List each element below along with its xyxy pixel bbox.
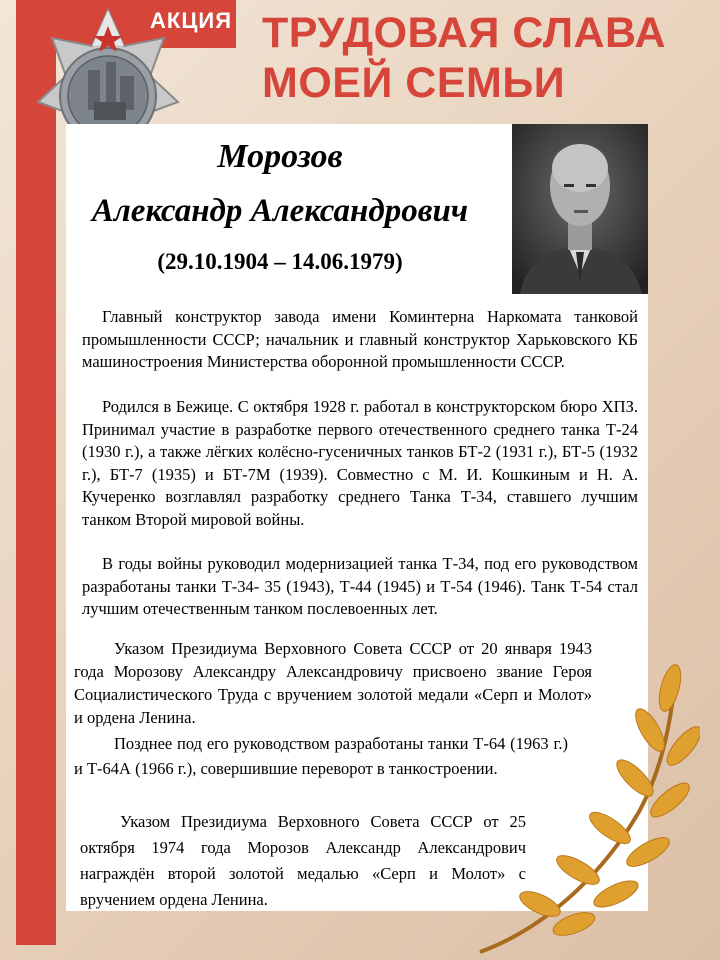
paragraph-3: В годы войны руководил модернизацией танка Т-34, под его руководством разработаны танки Т-34- 35 (1943), Т-44 (1945) и Т-54 (1946). Танк Т-54 стал лучшим отечественным танком послевоенных лет. bbox=[82, 554, 638, 618]
person-given-names: Александр Александрович bbox=[91, 193, 469, 229]
paragraph-5: Позднее под его руководством разработаны танки Т-64 (1963 г.) и Т-64А (1966 г.), совершившие переворот в танкостроении. bbox=[74, 734, 568, 778]
paragraph-6: Указом Президиума Верховного Совета СССР от 25 октября 1974 года Морозов Александр Александрович награждён второй золотой медалью «Серп и Молот» с вручением ордена Ленина. bbox=[80, 812, 526, 909]
paragraph-4: Указом Президиума Верховного Совета СССР от 20 января 1943 года Морозову Александру Александровичу присвоено звание Героя Социалистического Труда с вручением золотой медали «Серп и Молот» и ордена Ленина. bbox=[74, 639, 592, 727]
title-line-1: ТРУДОВАЯ СЛАВА bbox=[262, 9, 667, 57]
action-badge: АКЦИЯ bbox=[150, 8, 233, 33]
page-title bbox=[262, 8, 666, 108]
paragraph-2: Родился в Бежице. С октября 1928 г. работал в конструкторском бюро ХПЗ. Принимал участие в разработке первого отечественного среднего танка Т-24 (1930 г.), а также лёгких колёсно-гусеничных танков БТ-2 (1931 г.), БТ-5 (1932 г.), БТ-7 (1935) и БТ-7М (1939). Совместно с М. И. Кошкиным и Н. А. Кучеренко возглавлял разработку среднего Танка Т-34, ставшего лучшим танком Второй мировой войны. bbox=[82, 397, 638, 529]
laurel-branch-icon bbox=[470, 660, 700, 960]
person-surname: Морозов bbox=[217, 138, 343, 175]
title-line-2: МОЕЙ СЕМЬИ bbox=[262, 59, 566, 107]
person-dates: (29.10.1904 – 14.06.1979) bbox=[157, 249, 403, 274]
paragraph-1: Главный конструктор завода имени Коминтерна Наркомата танковой промышленности СССР; начальник и главный конструктор Харьковского КБ машиностроения Министерства оборонной промышленности СССР. bbox=[82, 307, 638, 371]
